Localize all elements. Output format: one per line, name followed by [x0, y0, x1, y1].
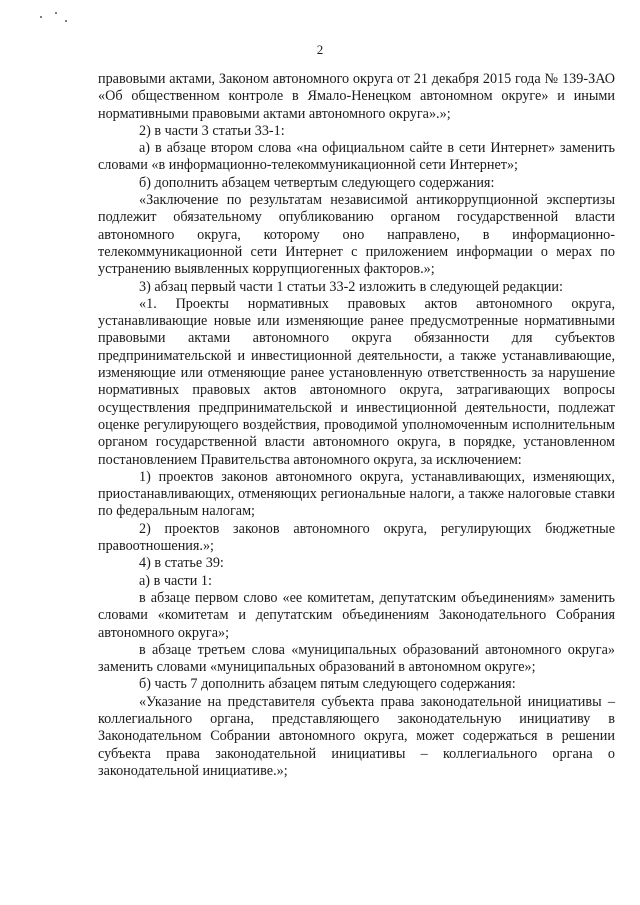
- paragraph: а) в абзаце втором слова «на официальном сайте в сети Интернет» заменить словами «в информационно-телекоммуникационной сети Интернет»;: [98, 140, 615, 174]
- paragraph: б) дополнить абзацем четвертым следующего содержания:: [139, 174, 495, 191]
- paragraph: 3) абзац первый части 1 статьи 33-2 изложить в следующей редакции:: [139, 278, 563, 295]
- paragraph: 2) в части 3 статьи 33-1:: [139, 122, 285, 139]
- paragraph: 1) проектов законов автономного округа, устанавливающих, изменяющих, приостанавливающих, отменяющих региональные налоги, а также налоговые ставки по федеральным налогам;: [98, 468, 615, 520]
- paragraph: 2) проектов законов автономного округа, регулирующих бюджетные правоотношения.»;: [98, 520, 615, 555]
- document-body: [98, 71, 615, 780]
- scan-speck: [65, 20, 67, 22]
- paragraph: в абзаце первом слово «ее комитетам, депутатским объединениям» заменить словами «комитетам и депутатским объединениям Законодательного Собрания автономного округа»;: [98, 589, 615, 641]
- paragraph: а) в части 1:: [139, 572, 212, 589]
- page-number: 2: [316, 42, 324, 57]
- paragraph: «1. Проекты нормативных правовых актов автономного округа, устанавливающие новые или изменяющие ранее предусмотренные нормативными правовыми актами автономного округа обязанности для субъектов предпринимательской и инвестиционной деятельности, а также устанавливающие, изменяющие или отменяющие ранее установленную ответственность за нарушение нормативных правовых актов автономного округа, затрагивающих вопросы осуществления предпринимательской и инвестиционной деятельности, подлежат оценке регулирующего воздействия, проводимой уполномоченным исполнительным органом государственной власти автономного округа, в порядке, установленном постановлением Правительства автономного округа, за исключением:: [98, 295, 615, 468]
- paragraph: 4) в статье 39:: [139, 555, 224, 572]
- paragraph: правовыми актами, Законом автономного округа от 21 декабря 2015 года № 139-ЗАО «Об общественном контроле в Ямало-Ненецком автономном округе» и иными нормативными правовыми актами автономного округа».»;: [98, 71, 615, 122]
- paragraph: «Заключение по результатам независимой антикоррупционной экспертизы подлежит обязательному опубликованию органом государственной власти автономного округа, которому оно направлено, в информационно-телекоммуникационной сети Интернет с приложением информации о мерах по устранению выявленных коррупциогенных факторов.»;: [98, 192, 615, 278]
- paragraph: «Указание на представителя субъекта права законодательной инициативы – коллегиального органа, представляющего законодательную инициативу в Законодательном Собрании автономного округа, может содержаться в решении субъекта права законодательной инициативы – коллегиального органа о законодательной инициативе.»;: [98, 693, 615, 779]
- scan-speck: [40, 16, 42, 18]
- paragraph: б) часть 7 дополнить абзацем пятым следующего содержания:: [139, 676, 516, 693]
- paragraph: в абзаце третьем слова «муниципальных образований автономного округа» заменить словами «муниципальных образований в автономном округе»;: [98, 641, 615, 676]
- scan-speck: [55, 12, 57, 14]
